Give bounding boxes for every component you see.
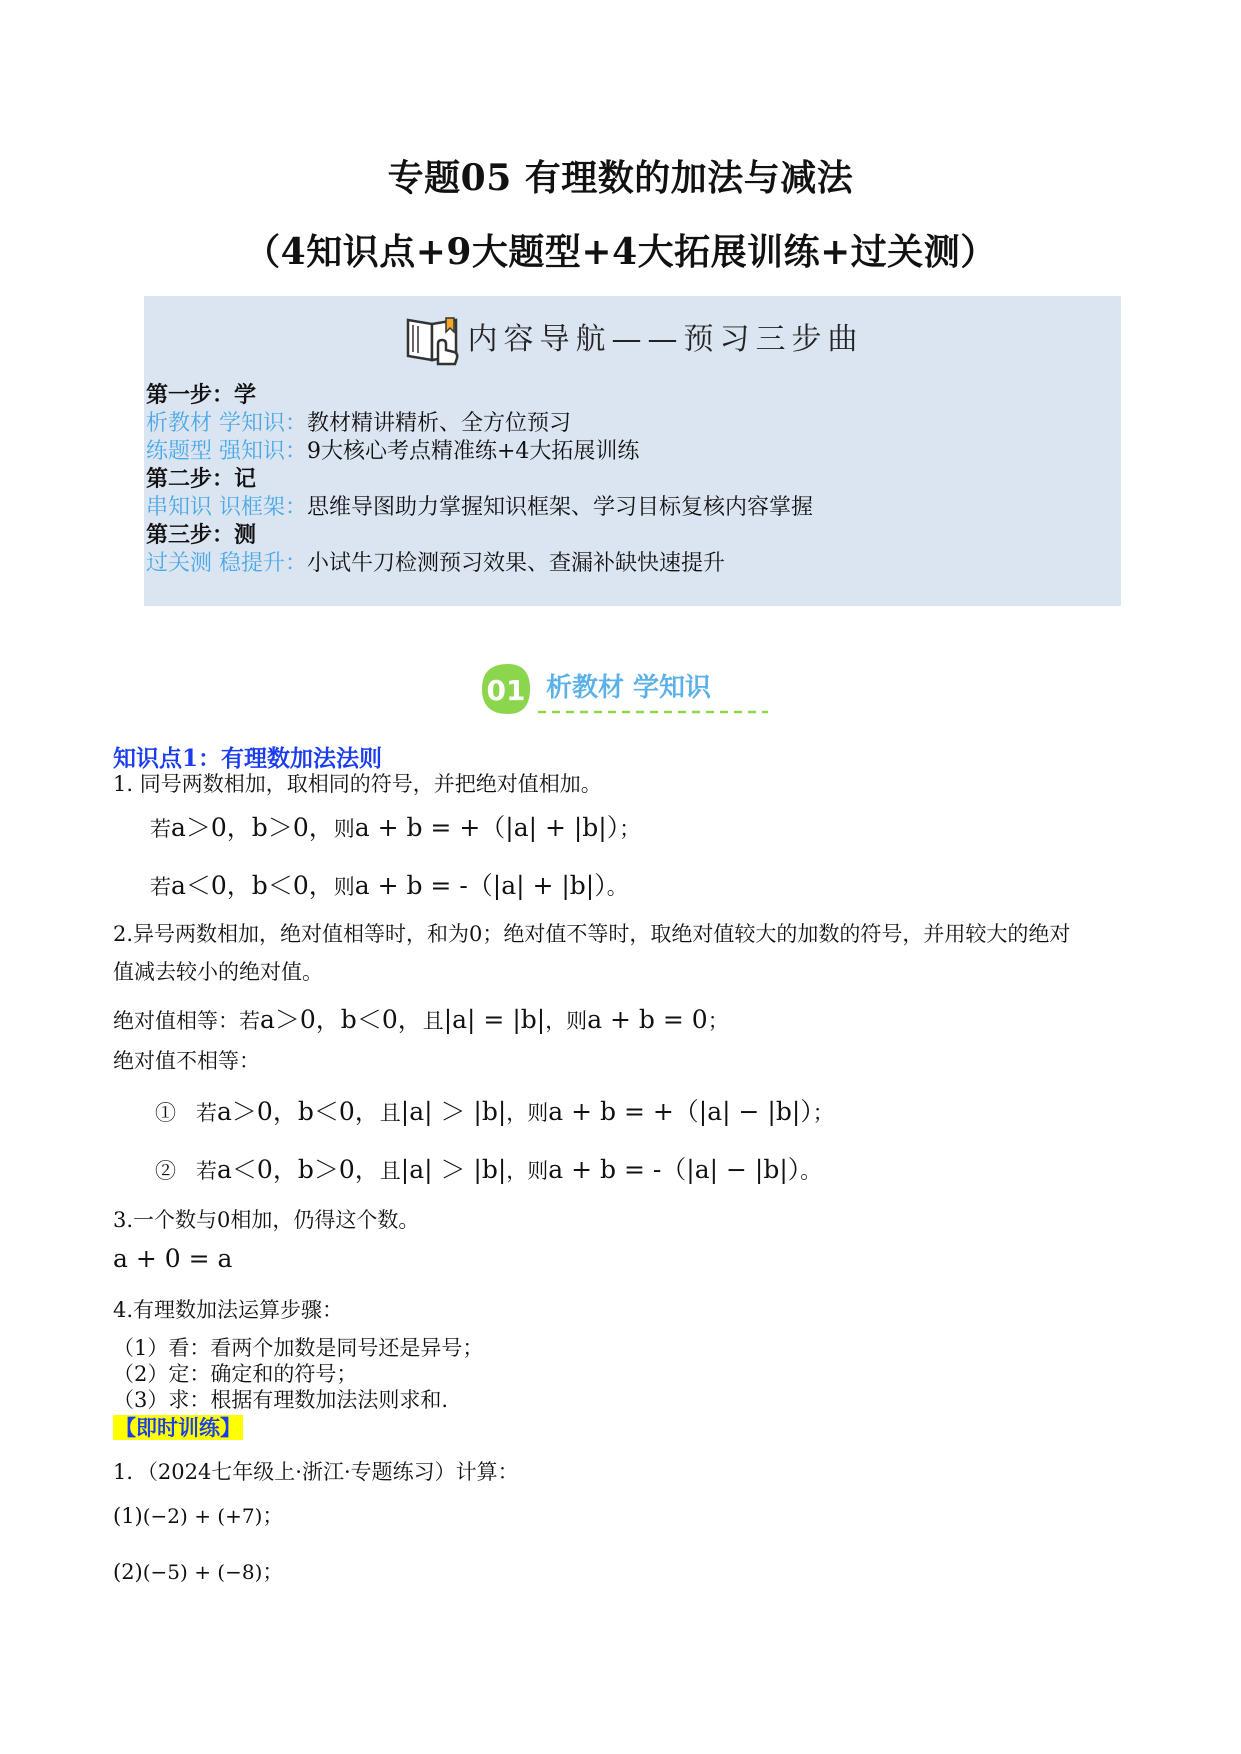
label: 绝对值相等：若 (113, 1009, 260, 1033)
word-and: 且 (379, 1101, 401, 1125)
nav-row-2-text: 9大核心考点精准练+4大拓展训练 (307, 439, 640, 464)
circled-number: ② (155, 1159, 176, 1183)
word-if: 若 (196, 1159, 218, 1183)
word-then: ，则 (506, 1159, 549, 1183)
formula: a + b = -（|a| + |b|） (354, 871, 607, 900)
book-pointer-icon (402, 306, 466, 366)
formula: a + b = -（|a| − |b|） (548, 1155, 801, 1184)
step-3-label: 第三步：测 (146, 522, 257, 548)
abs-relation: |a| = |b| (443, 1005, 546, 1034)
rule-2-line-1: 2.异号两数相加，绝对值相等时，和为0；绝对值不等时，取绝对值较大的加数的符号，并用较大的绝对 (113, 922, 1071, 946)
punctuation: ； (262, 1504, 284, 1528)
nav-row-3-text: 思维导图助力掌握知识框架、学习目标复核内容掌握 (307, 495, 814, 520)
step-1-label: 第一步：学 (146, 382, 257, 408)
doc-title: 专题05 有理数的加法与减法 (387, 157, 854, 199)
punctuation: ； (262, 1560, 284, 1584)
expression: (−5) + (−8) (142, 1560, 263, 1584)
word-if: 若 (150, 875, 171, 899)
rule-3: 3.一个数与0相加，仍得这个数。 (113, 1208, 420, 1232)
rule-1: 1. 同号两数相加，取相同的符号，并把绝对值相加。 (113, 772, 602, 796)
unequal-case-2 (155, 1150, 821, 1186)
condition: a＞0，b＞0， (171, 813, 334, 842)
nav-row-4-key: 过关测 稳提升： (146, 551, 307, 576)
nav-header (144, 306, 1121, 366)
section-badge-label: 析教材 学知识 (546, 673, 712, 703)
step-compute: （3）求：根据有理数加法法则求和. (113, 1388, 449, 1412)
word-then: 则 (333, 817, 355, 841)
practice-tag-wrap (113, 1412, 243, 1442)
abs-relation: |a| ＞ |b| (400, 1097, 507, 1126)
circled-number: ① (155, 1101, 176, 1125)
section-badge (478, 660, 770, 718)
word-then: ，则 (506, 1101, 549, 1125)
nav-title: 内容导航——预习三步曲 (467, 322, 864, 357)
rule-4: 4.有理数加法运算步骤： (113, 1298, 344, 1322)
question-1: 1．（2024七年级上·浙江·专题练习）计算： (113, 1460, 519, 1484)
expression: (−2) + (+7) (142, 1504, 263, 1528)
word-if: 若 (150, 817, 171, 841)
formula: a + b = 0 (587, 1005, 708, 1034)
nav-row-2 (146, 434, 639, 465)
word-then: ，则 (545, 1009, 588, 1033)
formula: a + b = +（|a| − |b|） (548, 1097, 813, 1126)
punctuation: ； (707, 1009, 729, 1033)
rule-1-case-a (150, 808, 640, 844)
question-1-part-1 (113, 1500, 283, 1530)
punctuation: 。 (606, 875, 628, 899)
punctuation: ； (619, 817, 641, 841)
content-navigation-box (144, 296, 1121, 606)
step-2-label: 第二步：记 (146, 466, 257, 492)
punctuation: 。 (800, 1159, 822, 1183)
part-number: (2) (113, 1560, 143, 1584)
formula: a + b = +（|a| + |b|） (354, 813, 620, 842)
nav-row-1-key: 析教材 学知识： (146, 411, 307, 436)
nav-row-3 (146, 490, 813, 521)
unequal-case-1 (155, 1092, 834, 1128)
punctuation: ； (812, 1101, 834, 1125)
nav-row-1 (146, 406, 571, 437)
practice-tag: 【即时训练】 (115, 1415, 241, 1440)
word-if: 若 (196, 1101, 218, 1125)
word-then: 则 (333, 875, 355, 899)
condition: a＜0，b＞0， (217, 1155, 380, 1184)
step-determine: （2）定：确定和的符号； (113, 1362, 358, 1386)
section-badge-number: 01 (486, 674, 526, 707)
doc-subtitle: （4知识点+9大题型+4大拓展训练+过关测） (244, 231, 997, 273)
rule-3-formula: a + 0 = a (113, 1244, 233, 1273)
nav-row-4-text: 小试牛刀检测预习效果、查漏补缺快速提升 (307, 551, 726, 576)
nav-row-1-text: 教材精讲精析、全方位预习 (307, 411, 572, 436)
nav-row-3-key: 串知识 识框架： (146, 495, 307, 520)
question-1-part-2 (113, 1556, 283, 1586)
rule-1-case-b (150, 866, 628, 902)
condition: a＞0，b＜0， (260, 1005, 423, 1034)
word-and: 且 (379, 1159, 401, 1183)
word-and: 且 (422, 1009, 444, 1033)
step-look: （1）看：看两个加数是同号还是异号； (113, 1336, 484, 1360)
equal-abs-case (113, 1000, 729, 1036)
unequal-abs-label: 绝对值不相等： (113, 1049, 260, 1073)
part-number: (1) (113, 1504, 143, 1528)
nav-row-2-key: 练题型 强知识： (146, 439, 307, 464)
abs-relation: |a| ＞ |b| (400, 1155, 507, 1184)
condition: a＜0，b＜0， (171, 871, 334, 900)
condition: a＞0，b＜0， (217, 1097, 380, 1126)
knowledge-point-1-heading: 知识点1：有理数加法法则 (113, 745, 383, 772)
rule-2-line-2: 值减去较小的绝对值。 (113, 960, 323, 984)
nav-row-4 (146, 546, 725, 577)
